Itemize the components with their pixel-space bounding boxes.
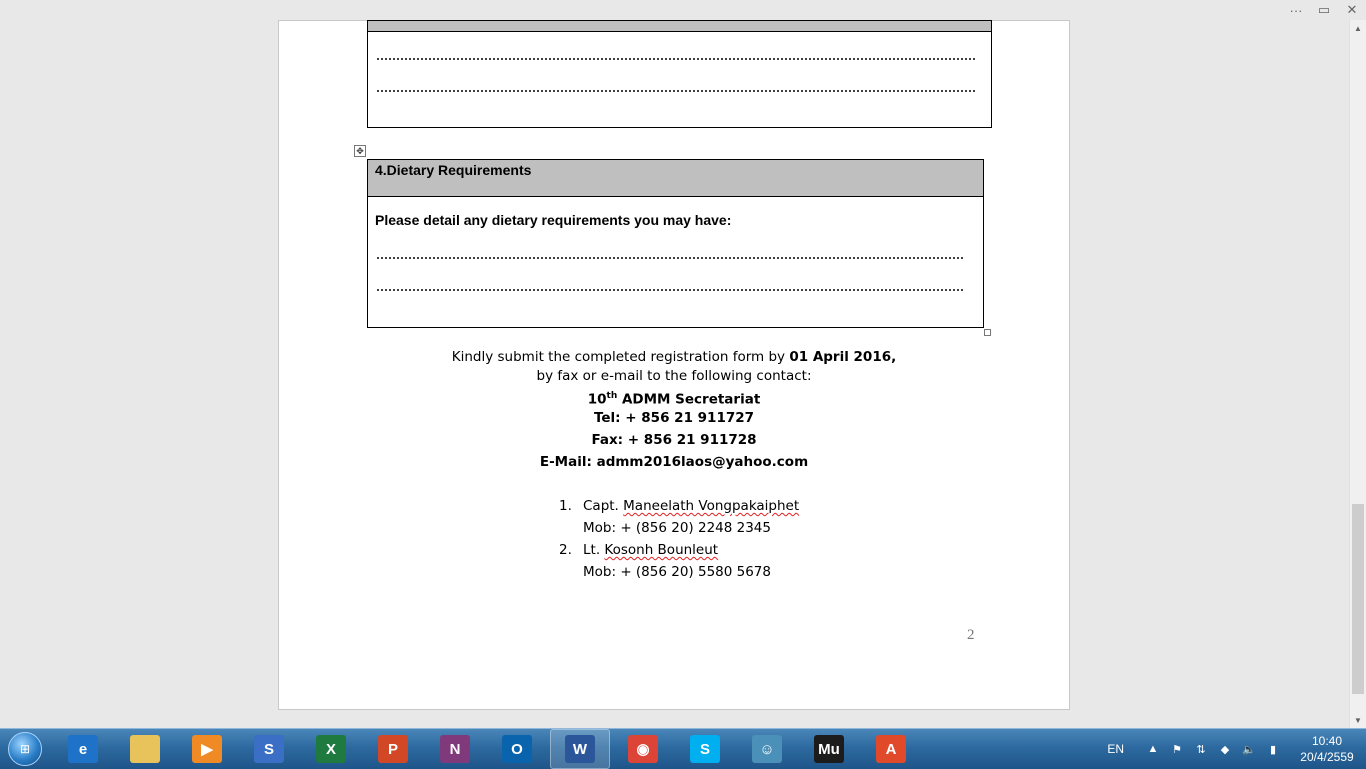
signal-icon[interactable]: ▮ (1269, 743, 1277, 756)
file-explorer-icon (130, 735, 160, 763)
previous-table (367, 20, 992, 128)
scroll-up-arrow-icon[interactable]: ▲ (1354, 23, 1362, 33)
vertical-scrollbar[interactable] (1349, 20, 1366, 728)
taskbar-button[interactable] (54, 730, 112, 768)
taskbar-button[interactable] (862, 730, 920, 768)
dotted-line (376, 289, 963, 291)
taskbar (0, 728, 1366, 769)
dotted-line (376, 90, 977, 92)
taskbar-button[interactable] (426, 730, 484, 768)
taskbar-button[interactable] (240, 730, 298, 768)
language-indicator[interactable]: EN (1107, 742, 1124, 756)
dotted-line (376, 257, 963, 259)
dotted-line (376, 58, 977, 60)
taskbar-button[interactable] (676, 730, 734, 768)
email-line: E-Mail: admm2016laos@yahoo.com (539, 454, 809, 470)
page-number: 2 (967, 627, 975, 643)
scroll-down-arrow-icon[interactable]: ▼ (1354, 715, 1362, 725)
chrome-icon: ◉ (628, 735, 658, 763)
contact-name: Maneelath Vongpakaiphet (623, 498, 800, 514)
clock-time: 10:40 (1311, 734, 1343, 748)
powerpoint-icon: P (378, 735, 408, 763)
taskbar-button[interactable] (614, 730, 672, 768)
taskbar-button[interactable] (800, 730, 858, 768)
secretariat-heading: 10th ADMM Secretariat (587, 391, 761, 408)
dietary-prompt: Please detail any dietary requirements you may have: (375, 212, 732, 228)
taskbar-button[interactable] (488, 730, 546, 768)
start-button[interactable] (0, 729, 50, 769)
submit-instruction-line1: Kindly submit the completed registration form by 01 April 2016, (451, 349, 897, 365)
action-center-flag-icon[interactable]: ⚑ (1172, 743, 1182, 756)
dietary-requirements-table (367, 159, 984, 328)
restore-icon[interactable]: ▭ (1317, 2, 1331, 17)
more-options-icon[interactable]: ··· (1289, 2, 1303, 18)
system-tray (1107, 729, 1366, 769)
contact-name: Kosonh Bounleut (604, 542, 719, 558)
acrobat-icon: A (876, 735, 906, 763)
clock-date: 20/4/2559 (1300, 750, 1354, 764)
clock[interactable] (1288, 733, 1366, 765)
taskbar-button[interactable] (178, 730, 236, 768)
internet-explorer-icon: e (68, 735, 98, 763)
document-page[interactable]: ✥ 4.Dietary Requirements Please detail any dietary requirements you may have: Kindly submit the completed registration form by 01 April 2016, by fax or e-mail to the following contact: 10th ADMM Secretariat Tel: + 856 21 911727 Fax: + 856 21 911728 E-Mail: admm2016laos@yahoo.com 1. Capt. Maneelath Vongpakaiphet Mob: + (856 20) 2248 2345 2. Lt. Kosonh Bounleut Mob: + (856 20) 5580 5678 2 (278, 20, 1070, 710)
table-move-handle-icon[interactable]: ✥ (354, 145, 366, 157)
tel-line: Tel: + 856 21 911727 (593, 410, 755, 426)
taskbar-button[interactable] (550, 729, 610, 769)
word-icon: W (565, 735, 595, 763)
taskbar-apps (50, 729, 920, 769)
skype-icon: S (690, 735, 720, 763)
muse-icon: Mu (814, 735, 844, 763)
taskbar-button[interactable] (302, 730, 360, 768)
scrollbar-thumb[interactable] (1352, 504, 1364, 694)
show-hidden-icons-icon[interactable]: ▲ (1147, 743, 1159, 755)
browser-s-icon: S (254, 735, 284, 763)
excel-icon: X (316, 735, 346, 763)
table-resize-handle[interactable] (984, 329, 991, 336)
taskbar-button[interactable] (738, 730, 796, 768)
taskbar-button[interactable] (364, 730, 422, 768)
people-icon: ☺ (752, 735, 782, 763)
security-icon[interactable]: ◆ (1220, 743, 1230, 756)
media-player-icon: ▶ (192, 735, 222, 763)
previous-table-header (368, 21, 991, 32)
windows-logo-icon: ⊞ (8, 732, 42, 766)
table-title: 4.Dietary Requirements (368, 160, 983, 197)
network-icon[interactable]: ⇅ (1196, 743, 1206, 756)
submit-instruction-line2: by fax or e-mail to the following contact: (536, 368, 812, 384)
close-icon[interactable]: ✕ (1346, 2, 1358, 17)
outlook-icon: O (502, 735, 532, 763)
onenote-icon: N (440, 735, 470, 763)
window-controls (1282, 0, 1366, 20)
taskbar-button[interactable] (116, 730, 174, 768)
fax-line: Fax: + 856 21 911728 (591, 432, 757, 448)
volume-icon[interactable]: 🔈 (1242, 743, 1256, 756)
